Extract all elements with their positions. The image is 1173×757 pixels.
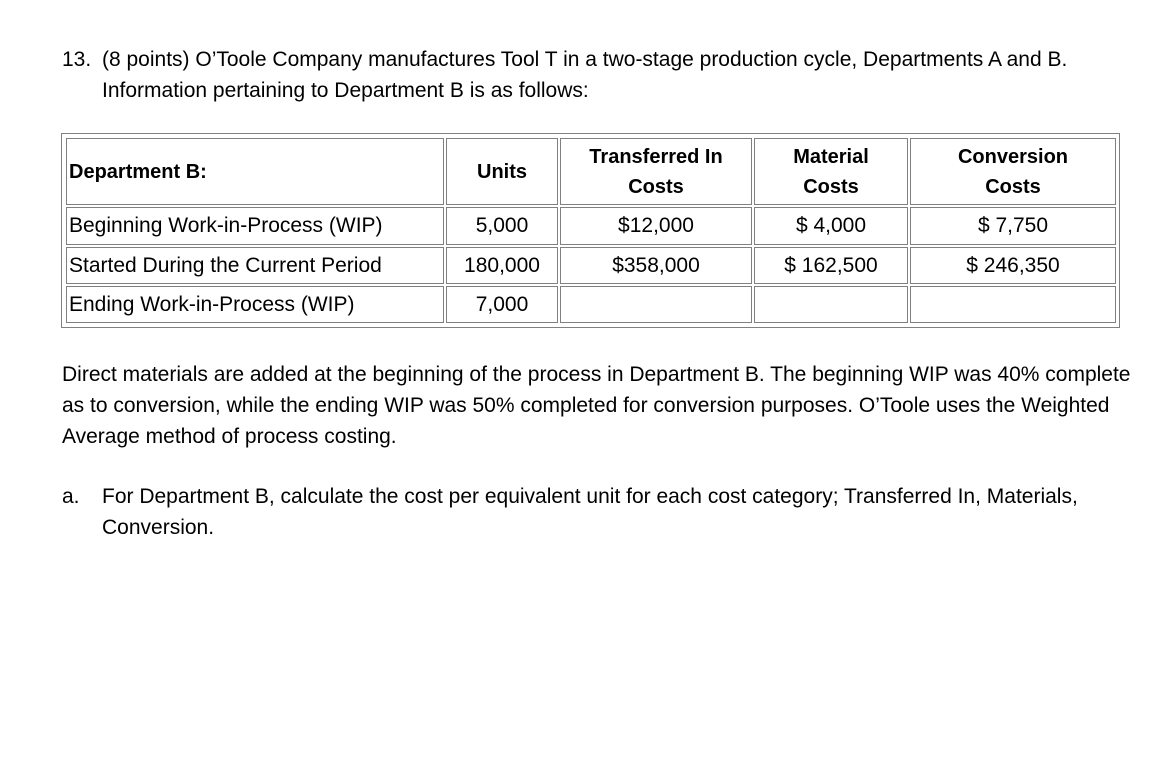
header-transferred-in [560,138,752,205]
row-conversion: $ 246,350 [910,247,1116,284]
question-text: (8 points) O’Toole Company manufactures Tool T in a two-stage production cycle, Departments A and B. Information pertaining to Department B is as follows: [102,48,1068,102]
header-material-line1: Material [793,145,869,168]
header-material-line2: Costs [803,175,859,198]
row-transferred-in [560,286,752,323]
department-b-table [61,133,1120,328]
row-material: $ 4,000 [754,207,908,245]
row-transferred-in: $358,000 [560,247,752,284]
header-department: Department B: [66,138,444,205]
row-units: 180,000 [446,247,558,284]
row-label: Ending Work-in-Process (WIP) [66,286,444,323]
row-transferred-in: $12,000 [560,207,752,245]
header-transferred-in-line2: Costs [628,175,684,198]
row-material [754,286,908,323]
sub-question-text: For Department B, calculate the cost per equivalent unit for each cost category; Transferred In, Materials, Conversion. [102,485,1078,539]
header-material [754,138,908,205]
row-conversion: $ 7,750 [910,207,1116,245]
sub-question-letter: a. [62,485,80,508]
info-paragraph: Direct materials are added at the beginning of the process in Department B. The beginning WIP was 40% complete as to conversion, while the ending WIP was 50% completed for conversion purposes. O’Toole uses the Weighted Average method of process costing. [62,363,1131,448]
question-13 [62,44,1142,106]
header-conversion [910,138,1116,205]
header-units: Units [446,138,558,205]
row-units: 5,000 [446,207,558,245]
header-transferred-in-line1: Transferred In [589,145,723,168]
question-number: 13. [62,48,92,71]
row-units: 7,000 [446,286,558,323]
header-conversion-line2: Costs [985,175,1041,198]
header-conversion-line1: Conversion [957,145,1069,168]
row-label: Started During the Current Period [66,247,444,284]
row-label: Beginning Work-in-Process (WIP) [66,207,444,245]
row-conversion [910,286,1116,323]
sub-question-a [62,481,1142,543]
row-material: $ 162,500 [754,247,908,284]
